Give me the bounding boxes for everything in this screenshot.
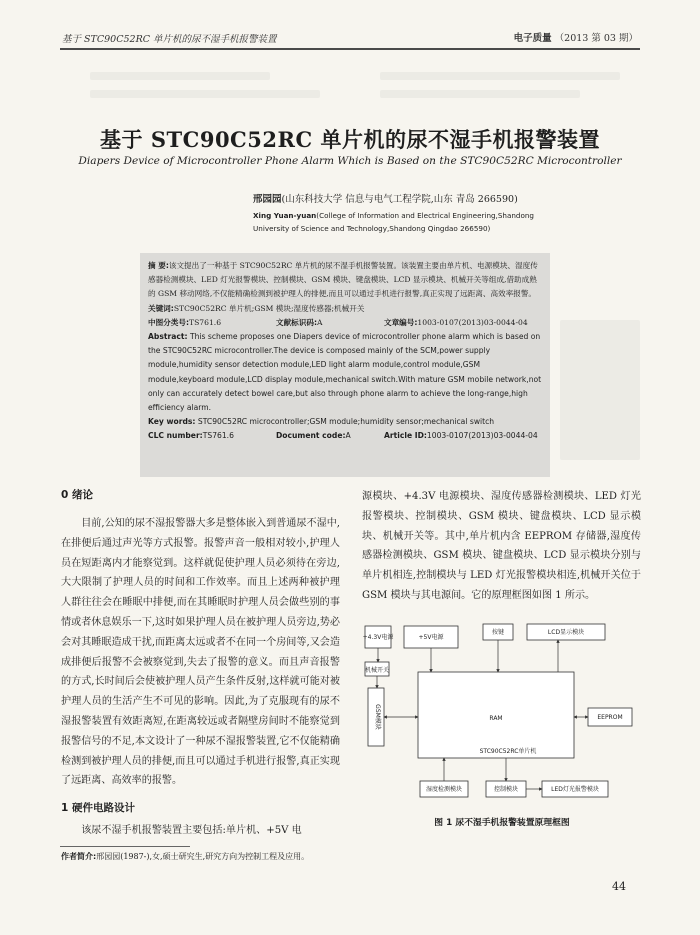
power-5v-label: +5V电源 [418, 634, 444, 641]
bleed-through [90, 90, 320, 98]
keywords-cn-text: STC90C52RC 单片机;GSM 模块;湿度传感器;机械开关 [173, 303, 365, 313]
class-en-value: TS761.6 [202, 431, 234, 441]
abstract-box [140, 253, 550, 477]
author-note-label: 作者简介: [61, 852, 97, 861]
control-label: 控制模块 [493, 786, 519, 793]
article-cn-label: 文章编号: [384, 317, 418, 327]
bleed-through [560, 320, 640, 460]
abstract-cn-text: 该文提出了一种基于 STC90C52RC 单片机的尿不湿手机报警装置。该装置主要由单片机、电源模块、湿度传感器检测模块、LED 灯光报警模块、控制模块、GSM 模块、键盘模块、LCD 显示模块、机械开关等组成,借助成熟的 GSM 移动网络,不仅能精确检测到被护理人的排便,而且可以通过手机进行报警,真正实现了远距离、高效率报警。 [148, 261, 538, 299]
class-cn-value: TS761.6 [189, 317, 222, 327]
keyboard-label: 按键 [491, 629, 505, 636]
keywords-cn [148, 302, 544, 316]
author-en-affiliation: (College of Information and Electrical Engineering,Shandong University of Science and Technology,Shandong Qingdao 266590) [253, 211, 534, 233]
author-note-text: 邢园园(1987-),女,硕士研究生,研究方向为控制工程及应用。 [96, 852, 310, 861]
abstract-en-text: This scheme proposes one Diapers device of microcontroller phone alarm which is based on the STC90C52RC microcontroller.The device is composed mainly of the SCM,power supply module,humidity sensor detection module,LED light alarm module,control module,GSM module,keyboard module,LCD display module,mechanical switch.With mature GSM mobile network,not only can accurately detect bowel care,but also through phone alarm to achieve the long-range,high efficiency alarm. [148, 332, 542, 413]
hardware-paragraph-continued: 源模块、+4.3V 电源模块、湿度传感器检测模块、LED 灯光报警模块、控制模块、GSM 模块、键盘模块、LCD 显示模块、机械开关等。其中,单片机内含 EEPROM 存储器,湿度传感器检测模块、GSM 模块、键盘模块、LCD 显示模块分别与单片机相连,控制模块与 LED 灯光报警模块相连,机械开关位于 GSM 模块与其电源间。它的原理框图如图 1 所示。 [362, 491, 641, 601]
header-rule [60, 48, 640, 50]
keywords-en-label: Key words: [148, 417, 196, 427]
power-4v3-label: +4.3V电源 [362, 634, 394, 641]
keywords-en [148, 415, 544, 429]
figure-caption: 图 1 尿不湿手机报警装置原理框图 [434, 818, 570, 828]
classification-en-row [148, 429, 544, 443]
doccode-cn-label: 文献标识码: [276, 317, 318, 327]
class-en-label: CLC number: [148, 431, 203, 441]
doccode-en-label: Document code: [276, 431, 346, 441]
article-en-label: Article ID: [384, 431, 427, 441]
abstract-en [148, 330, 544, 415]
led-label: LED灯光报警模块 [551, 786, 599, 793]
abstract-en-label: Abstract: [148, 332, 188, 341]
abstract-cn-label: 摘 要: [148, 261, 169, 270]
page-title: 基于 STC90C52RC 单片机的尿不湿手机报警装置 [100, 127, 600, 152]
author-en [253, 209, 549, 235]
page-number: 44 [612, 880, 626, 893]
footnote-rule [60, 846, 190, 847]
mechanical-switch-label: 机械开关 [364, 667, 390, 674]
hardware-paragraph: 该尿不湿手机报警装置主要包括:单片机、+5V 电 [81, 825, 302, 836]
journal-name: 电子质量 [513, 33, 552, 44]
bleed-through [380, 72, 620, 80]
section-heading-hardware: 1 硬件电路设计 [61, 802, 135, 814]
bleed-through [90, 72, 270, 80]
classification-cn-row [148, 316, 544, 330]
article-en-value: 1003-0107(2013)03-0044-04 [426, 431, 538, 441]
lcd-label: LCD显示模块 [547, 629, 585, 636]
abstract-cn [148, 259, 544, 302]
eeprom-label: EEPROM [597, 714, 623, 721]
bleed-through [380, 90, 580, 98]
author-en-name: Xing Yuan-yuan [253, 211, 317, 220]
humidity-label: 湿度检测模块 [425, 786, 463, 793]
article-cn-value: 1003-0107(2013)03-0044-04 [417, 317, 528, 327]
doccode-cn-value: A [317, 317, 323, 327]
class-cn-label: 中图分类号: [148, 317, 190, 327]
author-cn-affiliation: (山东科技大学 信息与电气工程学院,山东 青岛 266590) [281, 194, 518, 205]
author-cn [253, 191, 518, 205]
keywords-en-text: STC90C52RC microcontroller;GSM module;humidity sensor;mechanical switch [197, 417, 495, 427]
author-cn-name: 邢园园 [253, 194, 282, 205]
section-heading-introduction: 0 绪论 [61, 489, 93, 501]
ram-label: RAM [489, 715, 503, 722]
gsm-label: GSM模块 [374, 704, 381, 730]
keywords-cn-label: 关键词: [148, 303, 174, 313]
mcu-label: STC90C52RC单片机 [479, 748, 537, 755]
running-title: 基于 STC90C52RC 单片机的尿不湿手机报警装置 [62, 34, 277, 45]
page-title-english: Diapers Device of Microcontroller Phone Alarm Which is Based on the STC90C52RC Microcontroller [78, 155, 622, 167]
journal-header [514, 30, 638, 44]
author-footnote [61, 851, 309, 862]
issue-label: （2013 第 03 期） [554, 33, 638, 44]
introduction-paragraph: 目前,公知的尿不湿报警器大多是整体嵌入到普通尿不湿中,在排便后通过声光等方式报警。报警声音一般相对较小,护理人员在短距离内才能察觉到。这样就促使护理人员必须待在旁边,大大限制了护理人员的时间和工作效率。而且上述两种被护理人群往往会在睡眠中排便,而在其睡眠时护理人员会做些别的事情或者休息娱乐一下,这时如果护理人员在被护理人员旁边,势必会对其睡眠造成干扰,而距离太远或者不在同一个房间等,又会造成排便后报警不会被察觉到,失去了报警的意义。而且声音报警的方式,长时间后会使被护理人员产生条件反射,这样就可能对被护理人员的生活产生不可见的影响。因此,为了克服现有的尿不湿报警装置有效距离短,在距离较远或者隔壁房间时不能察觉到报警信号的不足,本文设计了一种尿不湿报警装置,它不仅能精确检测到被护理人员的排便,而且可以通过手机进行报警,真正实现了远距离、高效率的报警。 [61, 518, 340, 787]
block-diagram [362, 622, 642, 812]
doccode-en-value: A [345, 431, 351, 441]
